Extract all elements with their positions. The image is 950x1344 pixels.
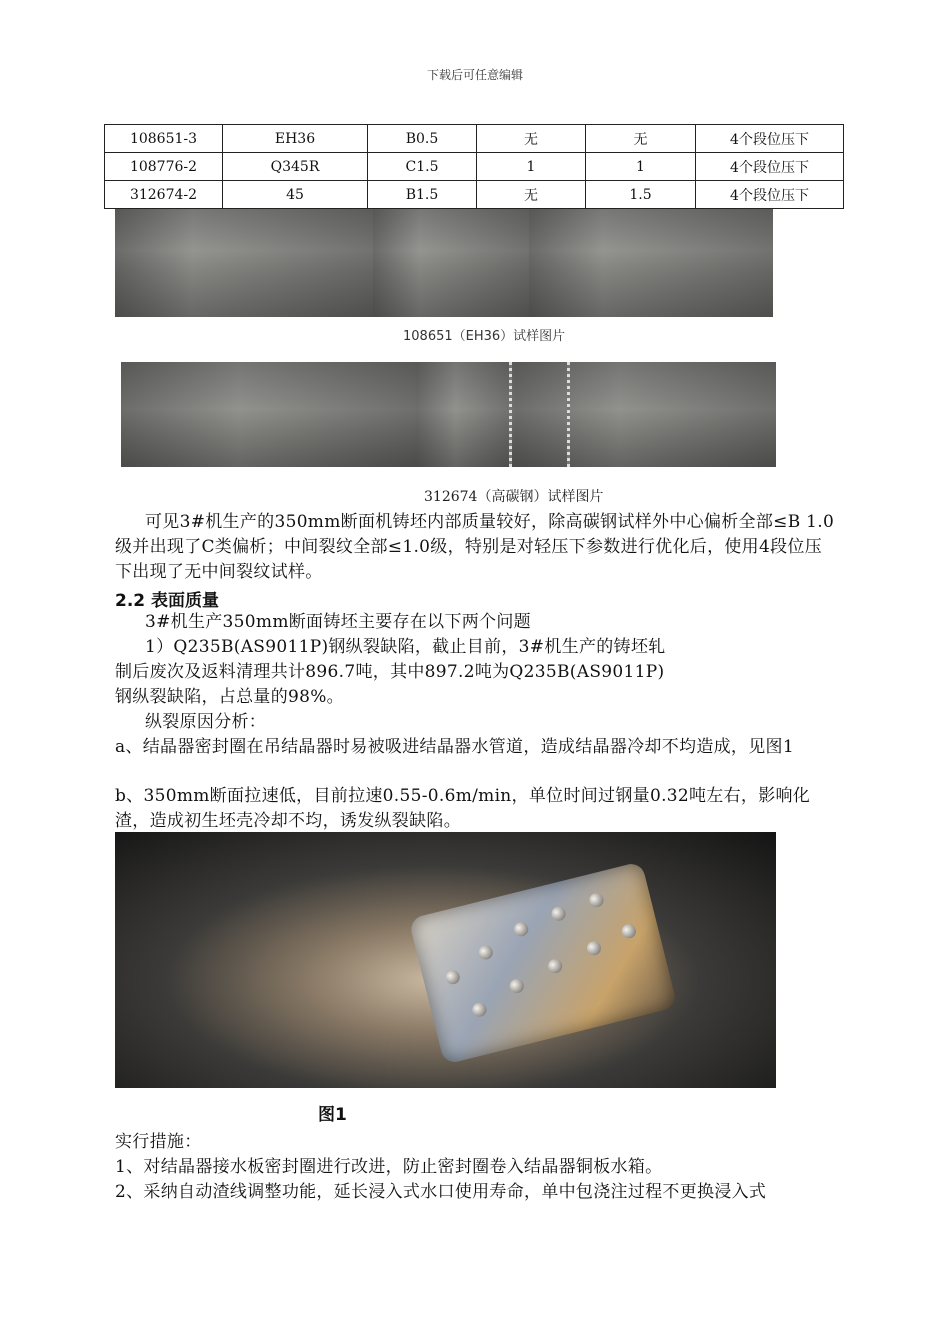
- bolt: [588, 892, 605, 909]
- bolt: [513, 921, 530, 938]
- table-cell: 无: [477, 125, 586, 153]
- bolt: [477, 944, 494, 961]
- bolt: [471, 1001, 488, 1018]
- photo-segment: [121, 362, 416, 467]
- table-cell: B0.5: [368, 125, 477, 153]
- sample-photo-312674: [121, 362, 776, 467]
- paragraph-measure-2: 2、采纳自动渣线调整功能，延长浸入式水口使用寿命，单中包浇注过程不更换浸入式: [115, 1182, 767, 1202]
- table-cell: EH36: [223, 125, 368, 153]
- photo-segment: [115, 206, 373, 317]
- wire-mark: [567, 362, 570, 467]
- paragraph-quality-summary: 可见3#机生产的350mm断面机铸坯内部质量较好，除高碳钢试样外中心偏析全部≤B 1.0级并出现了C类偏析；中间裂纹全部≤1.0级，特别是对轻压下参数进行优化后，使用4段位压下出现了无中间裂纹试样。: [115, 512, 835, 582]
- bolt: [550, 905, 567, 922]
- table-cell: B1.5: [368, 181, 477, 209]
- table-cell: 1.5: [586, 181, 696, 209]
- table-cell: 312674-2: [105, 181, 223, 209]
- sample-photo-108651: [115, 206, 773, 317]
- bolt: [585, 940, 602, 957]
- sample-table: [104, 124, 844, 209]
- paragraph-crack-line2: 制后废次及返料清理共计896.7吨，其中897.2吨为Q235B(AS9011P): [115, 662, 665, 682]
- table-cell: 4个段位压下: [696, 181, 844, 209]
- paragraph-crack-line3: 钢纵裂缺陷，占总量的98%。: [115, 687, 344, 707]
- paragraph-measures-heading: 实行措施：: [115, 1132, 202, 1152]
- paragraph-crack-line1: 1）Q235B(AS9011P)钢纵裂缺陷，截止目前，3#机生产的铸坯轧: [145, 637, 666, 657]
- table-row: [105, 125, 844, 153]
- paragraph-cause-a: a、结晶器密封圈在吊结晶器时易被吸进结晶器水管道，造成结晶器冷却不均造成，见图1: [115, 737, 794, 757]
- photo-segment: [416, 362, 515, 467]
- table-cell: 45: [223, 181, 368, 209]
- paragraph-problems-intro: 3#机生产350mm断面铸坯主要存在以下两个问题: [145, 612, 531, 632]
- paragraph-cause-heading: 纵裂原因分析：: [145, 712, 267, 732]
- table-row: [105, 181, 844, 209]
- table-cell: 108776-2: [105, 153, 223, 181]
- photo2-caption: 312674（高碳钢）试样图片: [424, 489, 604, 505]
- section-heading-surface-quality: 2.2 表面质量: [115, 591, 220, 611]
- photo-segment: [529, 206, 773, 317]
- photo1-caption: 108651（EH36）试样图片: [403, 329, 566, 344]
- table-cell: 1: [477, 153, 586, 181]
- water-plate: [408, 861, 677, 1065]
- table-row: [105, 153, 844, 181]
- table-cell: 1: [586, 153, 696, 181]
- table-cell: 无: [477, 181, 586, 209]
- bolt: [444, 969, 461, 986]
- bolt: [620, 923, 637, 940]
- photo-segment: [515, 362, 776, 467]
- mold-seal-photo: [115, 832, 776, 1088]
- header-note: 下载后可任意编辑: [426, 68, 523, 82]
- table-cell: C1.5: [368, 153, 477, 181]
- bolt: [547, 958, 564, 975]
- photo-segment: [373, 206, 529, 317]
- table-cell: 无: [586, 125, 696, 153]
- paragraph-measure-1: 1、对结晶器接水板密封圈进行改进，防止密封圈卷入结晶器铜板水箱。: [115, 1157, 663, 1177]
- bolt: [508, 978, 525, 995]
- table-cell: 4个段位压下: [696, 125, 844, 153]
- figure1-caption: 图1: [318, 1105, 347, 1125]
- wire-mark: [509, 362, 512, 467]
- paragraph-cause-b: b、350mm断面拉速低，目前拉速0.55-0.6m/min，单位时间过钢量0.32吨左右，影响化渣，造成初生坯壳冷却不均，诱发纵裂缺陷。: [115, 786, 811, 831]
- table-cell: 108651-3: [105, 125, 223, 153]
- table-cell: 4个段位压下: [696, 153, 844, 181]
- table-cell: Q345R: [223, 153, 368, 181]
